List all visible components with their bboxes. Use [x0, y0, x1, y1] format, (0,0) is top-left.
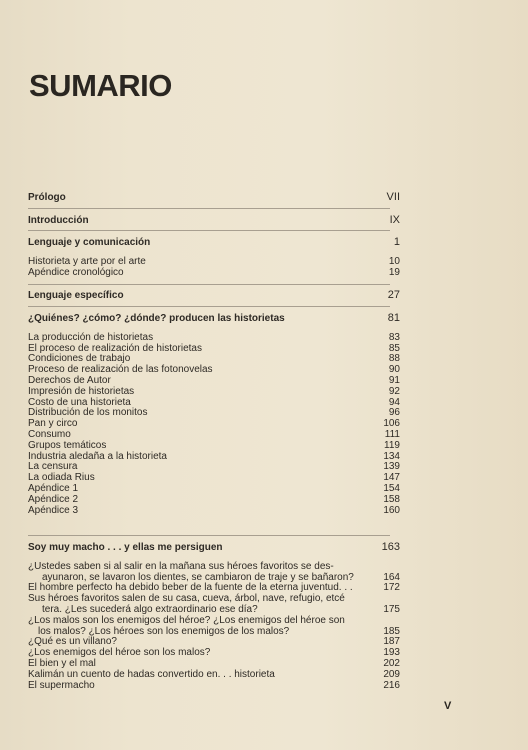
- toc-entry-title: ¿Qué es un villano?: [28, 636, 117, 648]
- toc-entry-title: La odiada Rius: [28, 472, 95, 484]
- toc-entry-title: Distribución de los monitos: [28, 407, 148, 419]
- toc-entry-page: 160: [383, 504, 400, 516]
- section-divider: [28, 284, 390, 285]
- toc-entry-title: Impresión de historietas: [28, 385, 135, 397]
- toc-entry-title: Kalimán un cuento de hadas convertido en. . . historieta: [28, 668, 275, 680]
- toc-entry-title: tera. ¿Les sucederá algo extraordinario ese día?: [42, 604, 258, 615]
- toc-entry-page: 88: [388, 353, 400, 365]
- toc-entry-title: Apéndice 2: [28, 493, 79, 505]
- toc-entry-title: ¿Quiénes? ¿cómo? ¿dónde? producen las historietas: [28, 313, 285, 324]
- toc-entry-title: ayunaron, se lavaron los dientes, se cambiaron de traje y se bañaron?: [42, 571, 354, 583]
- toc-entry-page: 158: [383, 493, 400, 505]
- toc-entry-title: La producción de historietas: [28, 331, 154, 343]
- section-divider: [28, 230, 390, 231]
- toc-entry-title: Industria aledaña a la historieta: [28, 450, 167, 462]
- page-title: SUMARIO: [29, 68, 172, 103]
- toc-entry-page: 175: [383, 604, 400, 615]
- toc-entry-title: los malos? ¿Los héroes son los enemigos de los malos?: [38, 625, 290, 637]
- toc-entry-title: Consumo: [28, 429, 71, 440]
- toc-entry-title: ¿Ustedes saben si al salir en la mañana sus héroes favoritos se des-: [28, 560, 334, 572]
- toc-entry-page: 85: [388, 342, 400, 354]
- toc-entry-page: 91: [388, 375, 400, 386]
- toc-entry-title: El hombre perfecto ha debido beber de la fuente de la eterna juventud. . .: [28, 582, 353, 594]
- toc-entry-title: Condiciones de trabajo: [28, 353, 131, 365]
- toc-entry-page: 193: [383, 647, 400, 659]
- toc-entry-title: Introducción: [28, 215, 89, 226]
- toc-entry-title: Derechos de Autor: [28, 375, 111, 386]
- toc-entry-title: Lenguaje específico: [28, 290, 124, 301]
- toc-entry-page: 1: [393, 236, 400, 248]
- toc-entry-page: IX: [389, 214, 400, 226]
- toc-entry-title: Lenguaje y comunicación: [28, 237, 151, 248]
- section-divider: [28, 535, 390, 536]
- toc-entry-page: 154: [383, 483, 400, 494]
- toc-entry-page: 187: [383, 636, 400, 648]
- toc-entry-page: 111: [384, 429, 400, 440]
- toc-entry-page: 139: [383, 461, 400, 473]
- toc-entry-page: 96: [388, 407, 400, 419]
- toc-entry-title: La censura: [28, 461, 78, 473]
- toc-entry-title: Prólogo: [28, 192, 66, 203]
- toc-entry-title: Pan y circo: [28, 418, 78, 430]
- toc-entry-page: 94: [388, 396, 400, 408]
- toc-entry-page: 216: [383, 679, 400, 691]
- toc-entry-title: ¿Los malos son los enemigos del héroe? ¿Los enemigos del héroe son: [28, 614, 345, 626]
- toc-entry-title: Soy muy macho . . . y ellas me persiguen: [28, 542, 223, 553]
- toc-entry-title: El supermacho: [28, 679, 95, 691]
- toc-entry-title: ¿Los enemigos del héroe son los malos?: [28, 647, 211, 659]
- toc-entry-page: 119: [384, 439, 400, 451]
- toc-entry-page: 19: [388, 266, 400, 278]
- toc-entry-title: Apéndice 3: [28, 504, 79, 516]
- toc-entry-page: 185: [383, 625, 400, 637]
- toc-entry-title: Sus héroes favoritos salen de su casa, cueva, árbol, nave, refugio, etcé: [28, 593, 345, 605]
- section-divider: [28, 208, 390, 209]
- toc-entry-page: 209: [383, 668, 400, 680]
- toc-entry-page: 164: [383, 571, 400, 583]
- toc-entry-title: Historieta y arte por el arte: [28, 255, 146, 267]
- toc-entry-page: 83: [388, 331, 400, 343]
- toc-entry-page: VII: [386, 191, 400, 203]
- toc-entry-page: 147: [383, 472, 400, 484]
- toc-entry-page: 90: [388, 364, 400, 376]
- toc-entry-title: Apéndice 1: [28, 483, 79, 494]
- toc-entry-page: 10: [388, 255, 400, 267]
- toc-entry-title: Apéndice cronológico: [28, 266, 124, 278]
- toc-entry-title: Costo de una historieta: [28, 396, 131, 408]
- page-number: V: [444, 700, 452, 712]
- section-divider: [28, 306, 390, 307]
- toc-entry-page: 81: [387, 312, 400, 324]
- toc-entry-title: Grupos temáticos: [28, 439, 107, 451]
- toc-entry-page: 134: [383, 450, 400, 462]
- toc-entry-page: 92: [388, 385, 400, 397]
- toc-entry-page: 106: [383, 418, 400, 430]
- toc-entry-title: El proceso de realización de historietas: [28, 342, 202, 354]
- toc-entry-title: El bien y el mal: [28, 658, 96, 669]
- toc-entry-title: Proceso de realización de las fotonovelas: [28, 364, 213, 376]
- toc-entry-page: 202: [383, 658, 400, 669]
- toc-entry-page: 163: [381, 541, 400, 553]
- toc-entry-page: 172: [383, 582, 400, 594]
- toc-entry-page: 27: [387, 289, 400, 301]
